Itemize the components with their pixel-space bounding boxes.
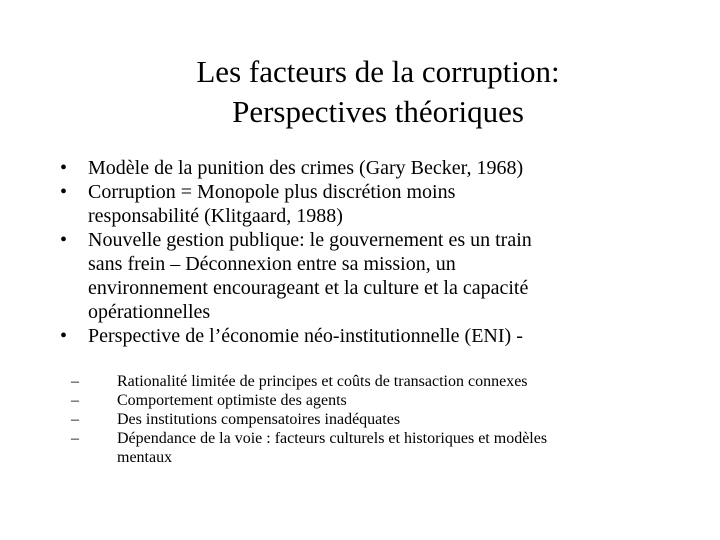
title-line-1: Les facteurs de la corruption: (196, 54, 560, 89)
sub-bullet-item (60, 391, 547, 410)
bullet-list (60, 156, 700, 348)
bullet-item (60, 228, 700, 324)
bullet-text-line: Modèle de la punition des crimes (Gary Becker, 1968) (88, 157, 524, 179)
dash-marker: – (71, 373, 79, 390)
sub-bullet-item (60, 410, 547, 429)
dash-marker: – (71, 392, 79, 409)
bullet-marker: • (60, 157, 68, 179)
slide-title (0, 52, 720, 132)
bullet-item (60, 324, 700, 348)
title-line-2: Perspectives théoriques (232, 94, 524, 129)
sub-bullet-text-line: Comportement optimiste des agents (117, 392, 347, 409)
bullet-text-line: Corruption = Monopole plus discrétion moins (88, 181, 456, 203)
bullet-text-line: responsabilité (Klitgaard, 1988) (88, 205, 343, 227)
bullet-item (60, 156, 700, 180)
sub-bullet-item (60, 372, 547, 391)
sub-bullet-text-line: mentaux (117, 449, 173, 466)
bullet-item (60, 180, 700, 228)
dash-marker: – (71, 411, 79, 428)
bullet-marker: • (60, 325, 68, 347)
sub-bullet-text-line: Rationalité limitée de principes et coûts de transaction connexes (117, 373, 528, 390)
bullet-marker: • (60, 229, 68, 251)
sub-bullet-text-line: Dépendance de la voie : facteurs culturels et historiques et modèles (117, 430, 548, 447)
bullet-text-line: opérationnelles (88, 301, 211, 323)
bullet-text-line: Perspective de l’économie néo-institutionnelle (ENI) - (88, 325, 523, 347)
dash-marker: – (71, 430, 79, 447)
sub-bullet-text-line: Des institutions compensatoires inadéquates (117, 411, 401, 428)
bullet-marker: • (60, 181, 68, 203)
sub-bullet-item (60, 429, 547, 467)
bullet-text-line: environnement encourageant et la culture et la capacité (88, 277, 529, 299)
bullet-text-line: Nouvelle gestion publique: le gouvernement es un train (88, 229, 532, 251)
bullet-text-line: sans frein – Déconnexion entre sa mission, un (88, 253, 456, 275)
sub-bullet-list (60, 372, 547, 467)
